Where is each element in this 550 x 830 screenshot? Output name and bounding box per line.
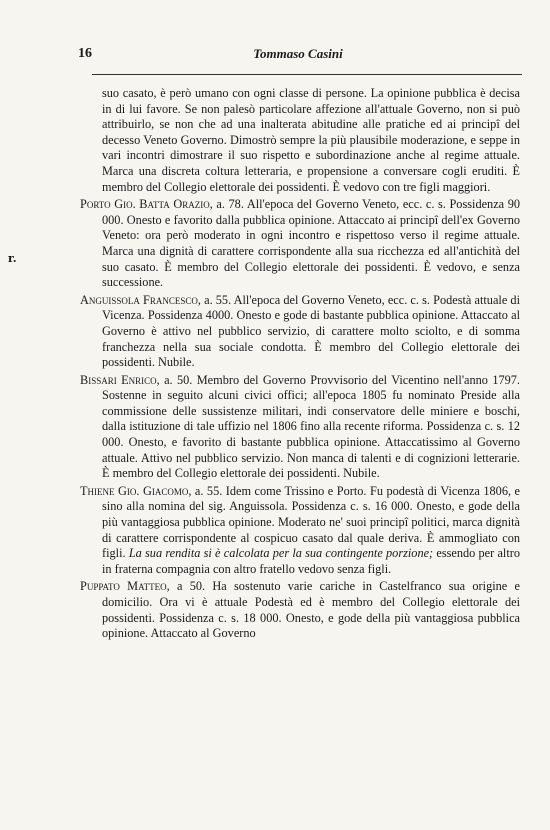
entry-name: Porto Gio. Batta Orazio (80, 197, 210, 212)
entry-name: Puppato Matteo (80, 579, 167, 594)
entry-puppato (80, 579, 520, 641)
page-number: 16 (78, 46, 92, 61)
entry-thiene (80, 484, 520, 578)
body-text (80, 86, 520, 644)
entry-bissari (80, 373, 520, 482)
entry-text: , a 50. Ha sostenuto varie cariche in Castelfranco sua origine e domicilio. Ora vi è attuale Podestà ed è membro del Collegio elettorale dei possidenti. Possidenza c. s. 18 000. Onesto, e gode della più vantaggiosa pubblica opinione. Attaccato al Governo (102, 579, 520, 641)
entry-text: suo casato, è però umano con ogni classe di persone. La opinione pubblica è decisa in di lui favore. Se non palesò particolare affezione all'attuale Governo, non si può attribuirlo, se non che ad una inalterata abitudine alle pratiche ed ai principî del decesso Veneto Governo. Dimostrò sempre la più plausibile moderazione, e seppe in vari incontri dimostrare il suo rispetto e subordinazione anche al regime attuale. Marca una discreta coltura letteraria, e propensione a conversare cogli eruditi. È membro del Collegio elettorale dei possidenti. È vedovo con tre figli maggiori. (102, 86, 520, 194)
entry-tail: essendo per altro in fraterna compagnia con altro fratello vedovo senza figli. (102, 546, 520, 576)
entry-porto (80, 197, 520, 291)
entry-anguissola (80, 293, 520, 371)
entry-text: , a. 78. All'epoca del Governo Veneto, ecc. c. s. Possidenza 90 000. Onesto e favorito dalla pubblica opinione. Attaccato ai principî dell'ex Governo Veneto: ora però moderato in ogni incontro e rispettoso verso il regime attuale. Marca una dignità di carattere corrispondente alla sua ricchezza ed all'antichità del suo casato. È membro del Collegio elettorale dei possidenti. È vedovo, e senza successione. (102, 197, 521, 290)
entry-name: Anguissola Francesco (80, 292, 198, 307)
header-rule (92, 74, 522, 75)
entry-text: , a. 50. Membro del Governo Provvisorio del Vicentino nell'anno 1797. Sostenne in seguito alcuni civici offici; all'epoca 1805 fu nominato Preside alla commissione delle sussistenze militari, indi conservatore delle miniere e boschi, dalla istituzione di tale uffizio nel 1806 fino alla recente riforma. Possidenza c. s. 12 000. Onesto, e favorito di bastante pubblica opinione. Attaccatissimo al Governo attuale. Attivo nel pubblico servizio. Non manca di talenti e di cognizioni letterarie. È membro del Collegio elettorale dei possidenti. Nubile. (102, 372, 520, 481)
entry-name: Thiene Gio. Giacomo (80, 483, 189, 498)
entry-continuation (80, 86, 520, 195)
entry-text: , a. 55. All'epoca del Governo Veneto, ecc. c. s. Podestà attuale di Vicenza. Possidenza 4000. Onesto e gode di bastante pubblica opinione. Attaccato al Governo è attivo nel pubblico servizio, di carattere molto sciolto, e di somma franchezza nella sua sociale condotta. È membro del Collegio elettorale dei possidenti. Nubile. (102, 292, 520, 370)
page-header (78, 46, 518, 68)
entry-italic-note: La sua rendita si è calcolata per la sua contingente porzione; (128, 546, 434, 561)
entry-text: , a. 55. Idem come Trissino e Porto. Fu podestà di Vicenza 1806, e sino alla nomina del sig. Anguissola. Possidenza c. s. 16 000. Onesto, e gode della più vantaggiosa pubblica opinione. Moderato ne' suoi principî politici, marca dignità di carattere corrispondente al cospicuo casato dal quale deriva. È ammogliato con figli. (102, 483, 520, 561)
margin-mark: r. (8, 252, 17, 265)
running-title: Tommaso Casini (253, 46, 343, 61)
entry-name: Bissari Enrico (80, 372, 157, 387)
